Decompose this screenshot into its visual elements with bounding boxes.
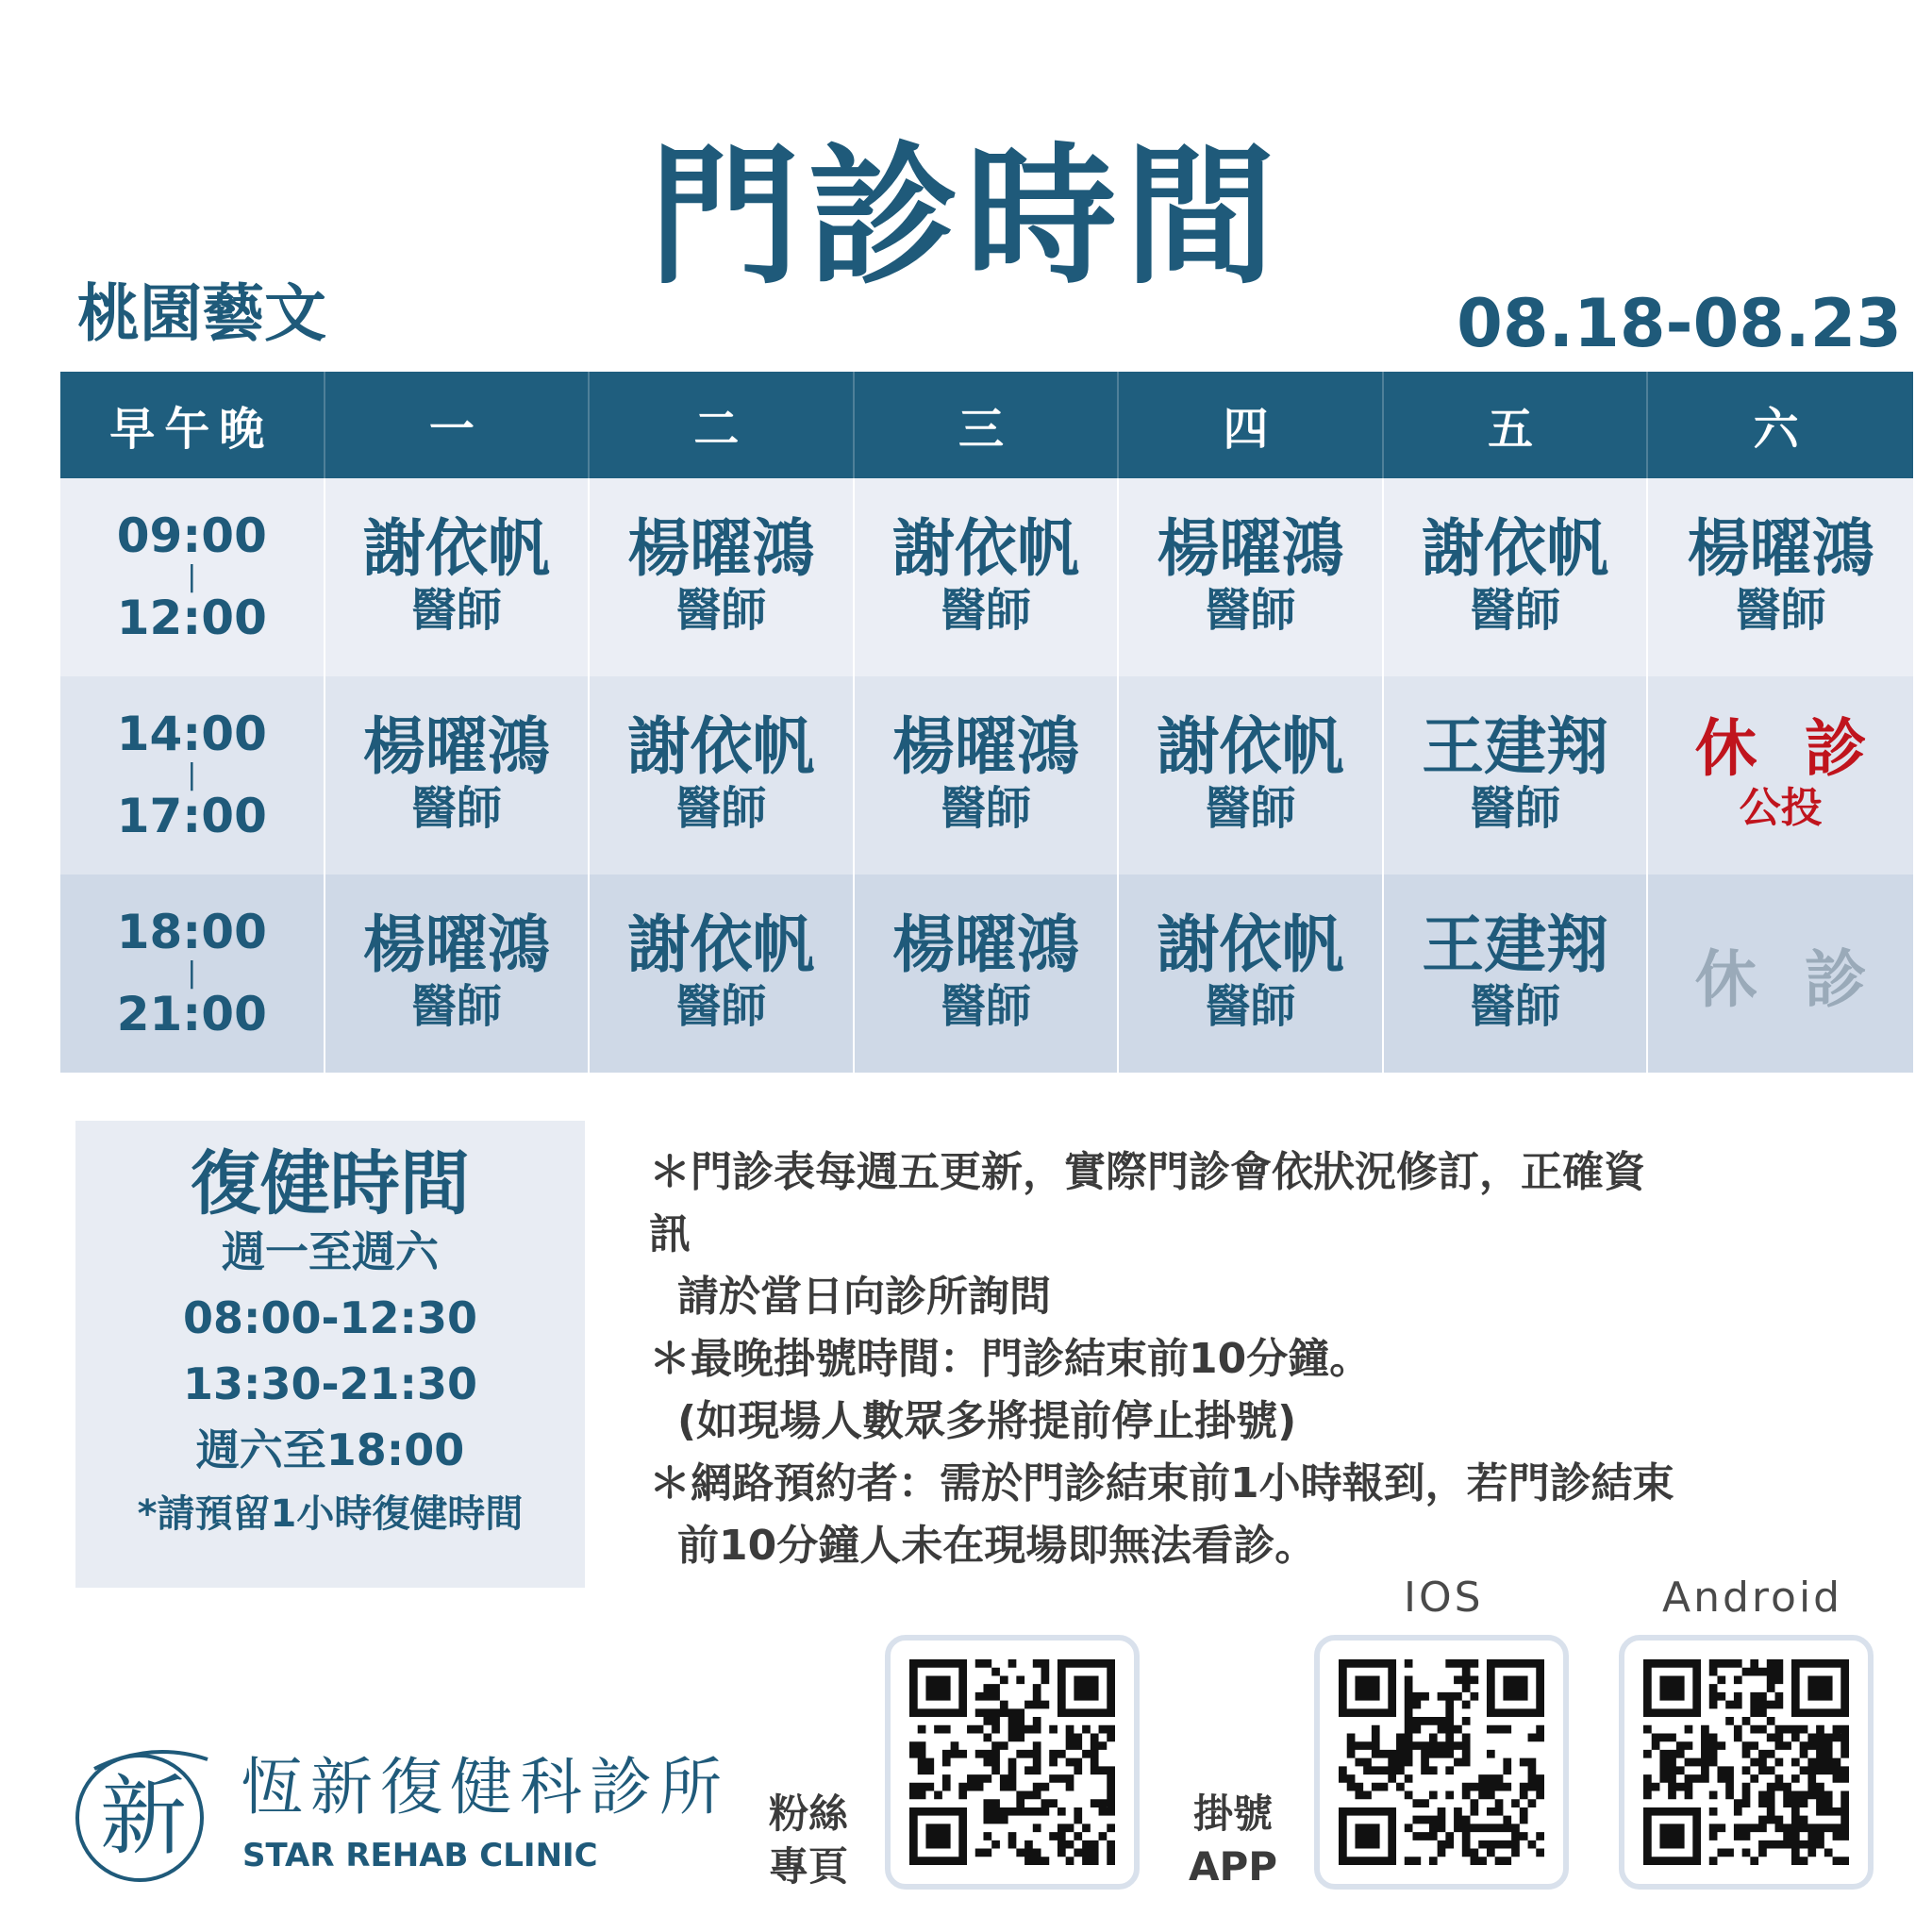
doctor-name: 謝依帆 xyxy=(1422,512,1609,586)
header-tue: 二 xyxy=(590,372,855,478)
doctor-role: 醫師 xyxy=(940,781,1031,835)
android-qr-code[interactable] xyxy=(1619,1635,1874,1890)
header-fri: 五 xyxy=(1384,372,1649,478)
android-label: Android xyxy=(1662,1574,1843,1622)
doctor-role: 醫師 xyxy=(410,781,502,835)
time-end: 12:00 xyxy=(116,591,267,645)
schedule-table xyxy=(60,372,1913,1073)
doctor-cell xyxy=(855,676,1120,874)
header-period: 早午晚 xyxy=(60,372,325,478)
schedule-row-afternoon xyxy=(60,676,1913,874)
date-range: 08.18-08.23 xyxy=(1457,285,1902,362)
rehab-title: 復健時間 xyxy=(191,1143,470,1224)
doctor-cell xyxy=(855,478,1120,676)
doctor-cell xyxy=(325,676,591,874)
time-start: 18:00 xyxy=(116,904,267,959)
doctor-cell xyxy=(1119,874,1384,1073)
doctor-name: 謝依帆 xyxy=(627,710,815,784)
logo-glyph: 新 xyxy=(99,1766,188,1867)
doctor-role: 醫師 xyxy=(1470,781,1561,835)
note-line: 請於當日向診所詢問 xyxy=(677,1273,1051,1321)
time-end: 21:00 xyxy=(116,987,267,1041)
qr-code-icon xyxy=(1643,1659,1849,1865)
app-label-line: 掛號 xyxy=(1193,1790,1274,1837)
doctor-role: 醫師 xyxy=(1205,781,1296,835)
fanpage-label xyxy=(769,1788,848,1893)
rehab-hours-box xyxy=(75,1121,585,1588)
doctor-cell xyxy=(325,478,591,676)
note-line: ＊最晚掛號時間：門診結束前10分鐘。 xyxy=(649,1335,1372,1383)
time-start: 14:00 xyxy=(116,706,267,761)
doctor-name: 謝依帆 xyxy=(891,512,1079,586)
time-slot xyxy=(60,676,325,874)
doctor-name: 楊曜鴻 xyxy=(362,908,550,982)
rehab-line: 週六至18:00 xyxy=(195,1424,465,1475)
doctor-role: 醫師 xyxy=(940,583,1031,637)
rehab-line: 週一至週六 xyxy=(222,1226,439,1277)
doctor-role: 醫師 xyxy=(410,979,502,1033)
note-line: 訊 xyxy=(649,1210,691,1258)
note-line: ＊網路預約者：需於門診結束前1小時報到，若門診結束 xyxy=(649,1459,1674,1507)
doctor-role: 醫師 xyxy=(1205,583,1296,637)
doctor-cell xyxy=(1384,874,1649,1073)
doctor-name: 楊曜鴻 xyxy=(1157,512,1344,586)
ios-qr-code[interactable] xyxy=(1314,1635,1569,1890)
closed-label: 休診 xyxy=(1694,942,1914,1016)
time-end: 17:00 xyxy=(116,789,267,843)
qr-code-icon xyxy=(909,1659,1115,1865)
closed-label: 休診 xyxy=(1694,711,1914,785)
doctor-role: 醫師 xyxy=(1205,979,1296,1033)
page-title: 門診時間 xyxy=(648,128,1283,305)
note-line: (如現場人數眾多將提前停止掛號) xyxy=(677,1397,1297,1445)
time-start: 09:00 xyxy=(116,508,267,563)
clinic-name-cn: 恆新復健科診所 xyxy=(241,1751,729,1824)
note-line: 前10分鐘人未在現場即無法看診。 xyxy=(677,1522,1317,1570)
closed-cell xyxy=(1648,676,1913,874)
doctor-cell xyxy=(590,874,855,1073)
header-thu: 四 xyxy=(1119,372,1384,478)
doctor-cell xyxy=(590,478,855,676)
fanpage-label-line: 專頁 xyxy=(769,1843,849,1890)
time-slot xyxy=(60,874,325,1073)
doctor-cell xyxy=(1648,478,1913,676)
clinic-logo-icon xyxy=(66,1731,226,1891)
fanpage-label-line: 粉絲 xyxy=(769,1790,849,1837)
doctor-cell xyxy=(590,676,855,874)
doctor-name: 謝依帆 xyxy=(1157,710,1344,784)
doctor-name: 王建翔 xyxy=(1422,908,1609,982)
fanpage-qr-code[interactable] xyxy=(885,1635,1140,1890)
branch-name: 桃園藝文 xyxy=(77,277,326,350)
doctor-role: 醫師 xyxy=(410,583,502,637)
rehab-note: *請預留1小時復健時間 xyxy=(137,1492,524,1536)
doctor-name: 楊曜鴻 xyxy=(891,710,1079,784)
doctor-cell xyxy=(855,874,1120,1073)
doctor-role: 醫師 xyxy=(1735,583,1826,637)
header-mon: 一 xyxy=(325,372,591,478)
doctor-role: 醫師 xyxy=(675,979,767,1033)
doctor-role: 醫師 xyxy=(1470,583,1561,637)
time-separator: | xyxy=(187,957,197,990)
header-sat: 六 xyxy=(1753,403,1808,456)
doctor-role: 醫師 xyxy=(1470,979,1561,1033)
doctor-role: 醫師 xyxy=(675,583,767,637)
schedule-row-evening xyxy=(60,874,1913,1073)
clinic-name-en: STAR REHAB CLINIC xyxy=(242,1837,598,1874)
app-label xyxy=(1189,1788,1277,1893)
closed-reason: 公投 xyxy=(1739,784,1823,833)
time-separator: | xyxy=(187,560,197,593)
header-wed: 三 xyxy=(855,372,1120,478)
doctor-name: 謝依帆 xyxy=(1157,908,1344,982)
doctor-name: 謝依帆 xyxy=(362,512,550,586)
closed-cell xyxy=(1648,874,1913,1073)
rehab-line: 13:30-21:30 xyxy=(183,1358,477,1409)
doctor-cell xyxy=(1384,676,1649,874)
qr-code-icon xyxy=(1339,1659,1544,1865)
doctor-name: 王建翔 xyxy=(1422,710,1609,784)
doctor-name: 楊曜鴻 xyxy=(627,512,815,586)
doctor-name: 謝依帆 xyxy=(627,908,815,982)
doctor-cell xyxy=(1384,478,1649,676)
doctor-name: 楊曜鴻 xyxy=(891,908,1079,982)
doctor-cell xyxy=(1119,478,1384,676)
ios-label: IOS xyxy=(1404,1574,1484,1622)
app-label-line: APP xyxy=(1189,1843,1278,1890)
doctor-role: 醫師 xyxy=(675,781,767,835)
doctor-name: 楊曜鴻 xyxy=(362,710,550,784)
doctor-role: 醫師 xyxy=(940,979,1031,1033)
schedule-row-morning xyxy=(60,478,1913,676)
doctor-cell xyxy=(1119,676,1384,874)
rehab-line: 08:00-12:30 xyxy=(183,1292,477,1343)
note-line: ＊門診表每週五更新，實際門診會依狀況修訂，正確資 xyxy=(649,1148,1645,1196)
notes-block xyxy=(649,1141,1838,1577)
doctor-name: 楊曜鴻 xyxy=(1687,512,1874,586)
time-slot xyxy=(60,478,325,676)
time-separator: | xyxy=(187,758,197,791)
schedule-header-row xyxy=(60,372,1913,478)
doctor-cell xyxy=(325,874,591,1073)
